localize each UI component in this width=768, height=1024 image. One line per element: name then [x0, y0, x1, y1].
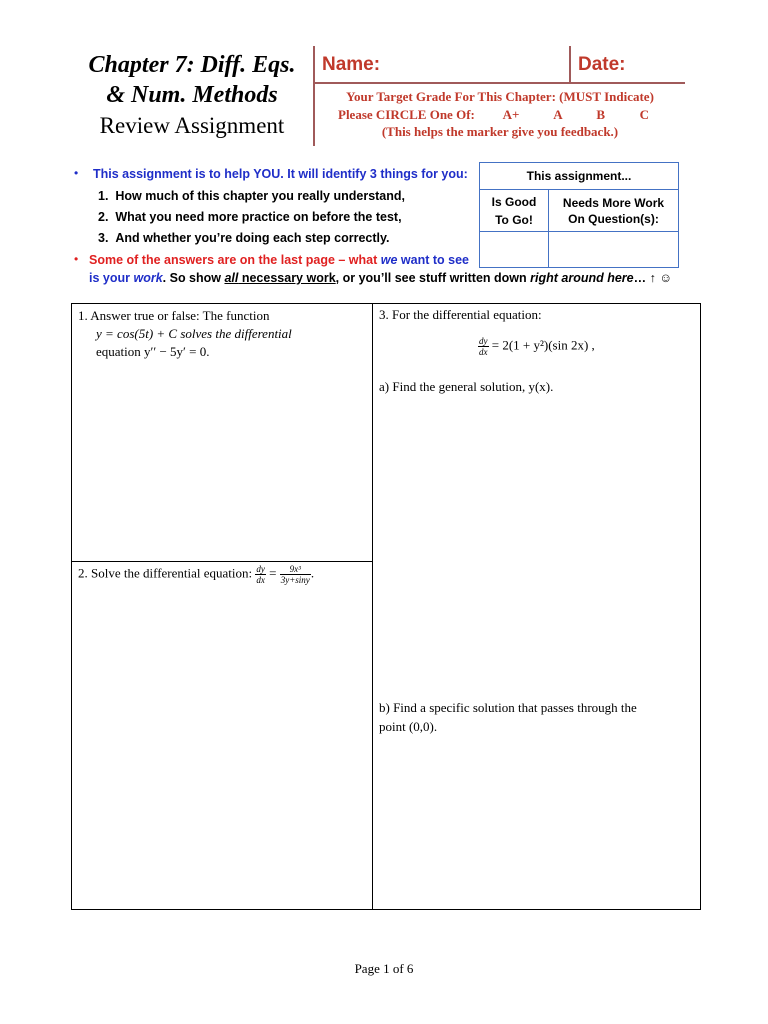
- q3-dx: dx: [479, 347, 488, 357]
- intro-bullet-2: [89, 253, 469, 267]
- intro-item-3-text: And whether you’re doing each step correctly.: [115, 231, 390, 245]
- needs-work-line1: Needs More Work: [562, 195, 665, 210]
- q2-rhs-fraction: [280, 564, 311, 585]
- circle-grade-line: [338, 106, 678, 124]
- all-word: all: [224, 271, 239, 285]
- good-to-go-cell[interactable]: [480, 232, 549, 268]
- q3-dydx: [478, 336, 489, 357]
- q2-text: 2. Solve the differential equation:: [78, 565, 253, 581]
- target-grade-line: Your Target Grade For This Chapter: (MUST Indicate): [346, 89, 654, 104]
- want-to-see: want to see: [397, 253, 469, 267]
- chapter-subtitle: & Num. Methods: [106, 82, 278, 108]
- grade-option-c[interactable]: C: [639, 107, 649, 122]
- question-2-box[interactable]: [71, 561, 373, 910]
- good-to-go-line2: To Go!: [495, 212, 533, 227]
- header-divider-left: [313, 46, 315, 146]
- intro-item-3: 3. And whether you’re doing each step correctly.: [98, 231, 390, 245]
- intro-line-3: [89, 271, 672, 285]
- answers-note: Some of the answers are on the last page: [89, 253, 335, 267]
- date-label: Date:: [578, 54, 626, 75]
- q3-rhs: = 2(1 + y²)(sin 2x) ,: [491, 337, 595, 353]
- q2-prompt: 2. Solve the differential equation: $\frac{dy}{dx}$ = $\frac{\text{9x³}}{3y+\sin y}$ .: [78, 564, 315, 585]
- good-to-go-label: [480, 190, 549, 232]
- q1-line-2: y = cos(5t) + C solves the differential: [96, 326, 292, 341]
- so-show: . So show: [162, 271, 225, 285]
- q3-prompt: 3. For the differential equation:: [379, 307, 542, 322]
- bullet-dot-2: •: [74, 252, 79, 266]
- header-underline: [313, 82, 685, 84]
- q3-part-b-line2: point (0,0).: [379, 719, 438, 734]
- needs-work-line2: On Question(s):: [568, 211, 659, 226]
- q3-part-a: a) Find the general solution, y(x).: [379, 379, 554, 394]
- grade-option-b[interactable]: B: [596, 107, 606, 122]
- q2-dy: dy: [256, 564, 265, 574]
- header-divider-mid: [569, 46, 571, 82]
- grade-option-a-plus[interactable]: A+: [502, 107, 520, 122]
- necessary-work: necessary work: [238, 271, 336, 285]
- answers-dash: – what: [334, 253, 381, 267]
- needs-work-cell[interactable]: [549, 232, 679, 268]
- intro-bullet-1: This assignment is to help YOU. It will identify 3 things for you:: [93, 167, 468, 181]
- good-to-go-line1: Is Good: [491, 194, 537, 209]
- q3-equation: [478, 336, 595, 357]
- intro-item-2: 2. What you need more practice on before the test,: [98, 210, 402, 224]
- is-your: is your: [89, 271, 134, 285]
- q2-dydx: [255, 564, 266, 585]
- grade-option-a[interactable]: A: [553, 107, 562, 122]
- q1-line-3: equation y′′ − 5y′ = 0.: [96, 344, 210, 359]
- right-around-here: right around here: [530, 271, 634, 285]
- needs-work-label: [549, 190, 679, 232]
- we-word: we: [380, 253, 398, 267]
- stuff-written: , or you’ll see stuff written down: [335, 271, 531, 285]
- assignment-status-table: [479, 162, 679, 268]
- arrow-smiley: … ↑ ☺: [633, 271, 673, 285]
- q1-line-1: 1. Answer true or false: The function: [78, 308, 270, 323]
- q2-denominator: 3y+siny: [280, 575, 310, 585]
- chapter-title: Chapter 7: Diff. Eqs.: [88, 52, 296, 78]
- q2-numerator: 9x³: [280, 564, 311, 575]
- name-label: Name:: [322, 54, 381, 75]
- work-word: work: [133, 271, 163, 285]
- assignment-table-header: This assignment...: [480, 163, 679, 190]
- review-assignment-title: Review Assignment: [99, 113, 285, 138]
- feedback-note: (This helps the marker give you feedback.): [381, 124, 619, 139]
- q3-part-b-line1: b) Find a specific solution that passes through the: [379, 700, 637, 715]
- q3-dy: dy: [479, 336, 488, 346]
- intro-item-1-text: How much of this chapter you really understand,: [115, 189, 406, 203]
- q2-dx: dx: [256, 575, 265, 585]
- intro-item-1: 1. How much of this chapter you really understand,: [98, 189, 406, 203]
- page-number: Page 1 of 6: [354, 961, 414, 976]
- title-block: [72, 50, 312, 142]
- intro-item-2-text: What you need more practice on before the test,: [115, 210, 402, 224]
- bullet-dot-1: •: [74, 166, 79, 180]
- q2-period: .: [310, 565, 315, 581]
- circle-grade-prefix: Please CIRCLE One Of:: [338, 107, 475, 122]
